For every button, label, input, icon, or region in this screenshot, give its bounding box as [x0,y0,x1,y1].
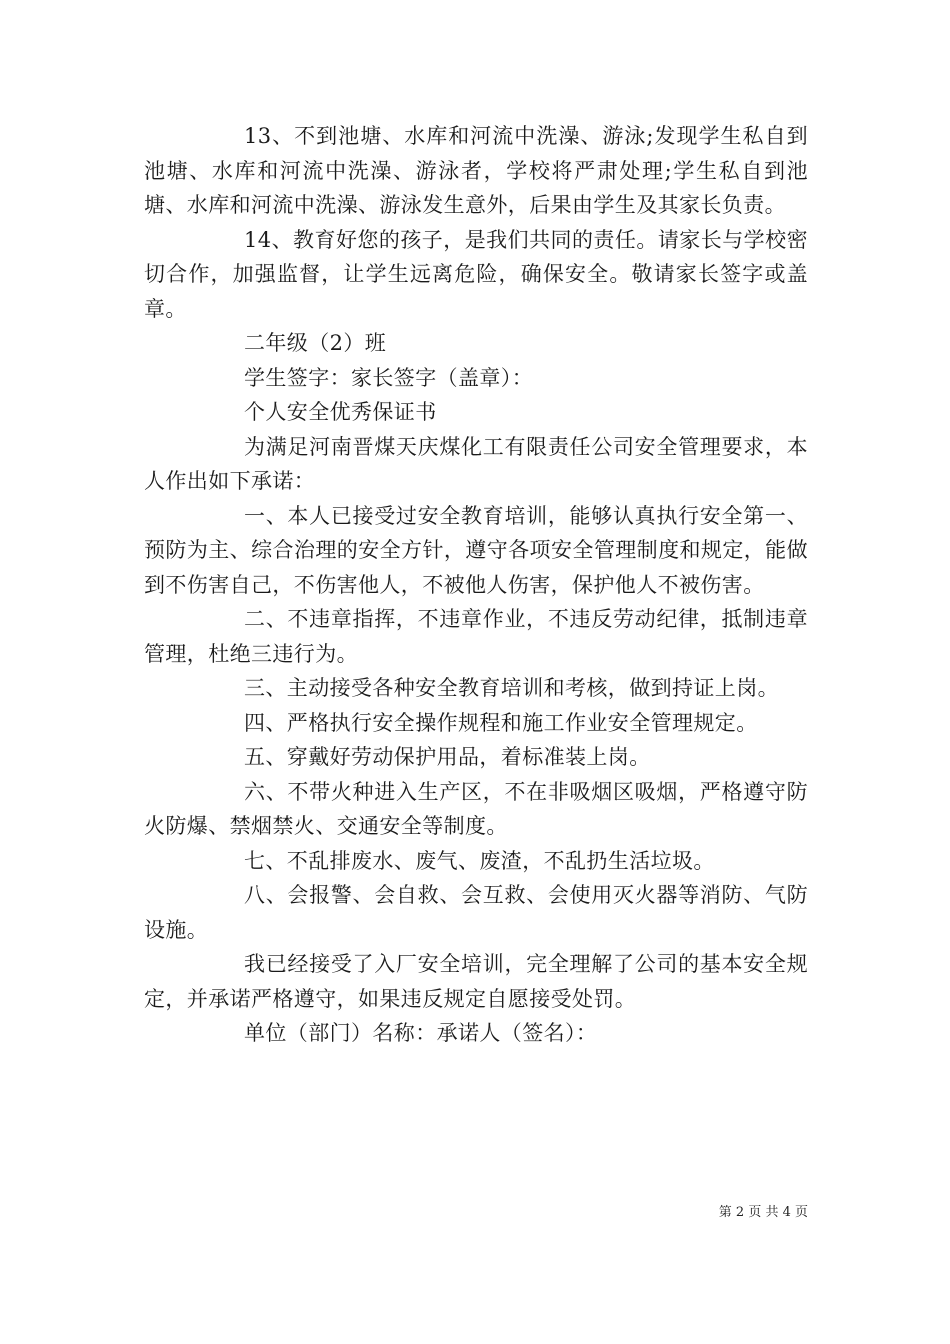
class-label: 二年级（2）班 [244,331,387,355]
pledge-item-2: 二、不违章指挥，不违章作业，不违反劳动纪律，抵制违章管理，杜绝三违行为。 [144,607,808,666]
pledge-item-7: 七、不乱排废水、废气、废渣，不乱扔生活垃圾。 [244,848,715,873]
pledge-item-4: 四、严格执行安全操作规程和施工作业安全管理规定。 [244,710,758,735]
section-title: 个人安全优秀保证书 [244,400,437,424]
pledge-item-6: 六、不带火种进入生产区，不在非吸烟区吸烟，严格遵守防火防爆、禁烟禁火、交通安全等制度。 [144,779,808,838]
paragraph-item-13: 13、不到池塘、水库和河流中洗澡、游泳;发现学生私自到池塘、水库和河流中洗澡、游泳者，学校将严肃处理;学生私自到池塘、水库和河流中洗澡、游泳发生意外，后果由学生及其家长负责。 [144,124,808,217]
signature-line-unit-pledger: 单位（部门）名称：承诺人（签名）： [244,1021,598,1045]
intro-paragraph: 为满足河南晋煤天庆煤化工有限责任公司安全管理要求，本人作出如下承诺： [144,434,808,493]
closing-statement: 我已经接受了入厂安全培训，完全理解了公司的基本安全规定，并承诺严格遵守，如果违反规定自愿接受处罚。 [144,952,808,1011]
pledge-item-1: 一、本人已接受过安全教育培训，能够认真执行安全第一、预防为主、综合治理的安全方针，遵守各项安全管理制度和规定，能做到不伤害自己，不伤害他人，不被他人伤害，保护他人不被伤害。 [144,503,808,597]
pledge-item-3: 三、主动接受各种安全教育培训和考核，做到持证上岗。 [244,676,779,700]
paragraph-item-14: 14、教育好您的孩子，是我们共同的责任。请家长与学校密切合作，加强监督，让学生远离危险，确保安全。敬请家长签字或盖章。 [144,227,808,321]
pledge-item-5: 五、穿戴好劳动保护用品，着标准装上岗。 [244,745,651,769]
pledge-item-8: 八、会报警、会自救、会互救、会使用灭火器等消防、气防设施。 [144,883,808,942]
page-number: 第 2 页 共 4 页 [718,1205,808,1220]
document-body [144,119,808,1051]
signature-line-student-parent: 学生签字：家长签字（盖章）： [244,365,534,390]
